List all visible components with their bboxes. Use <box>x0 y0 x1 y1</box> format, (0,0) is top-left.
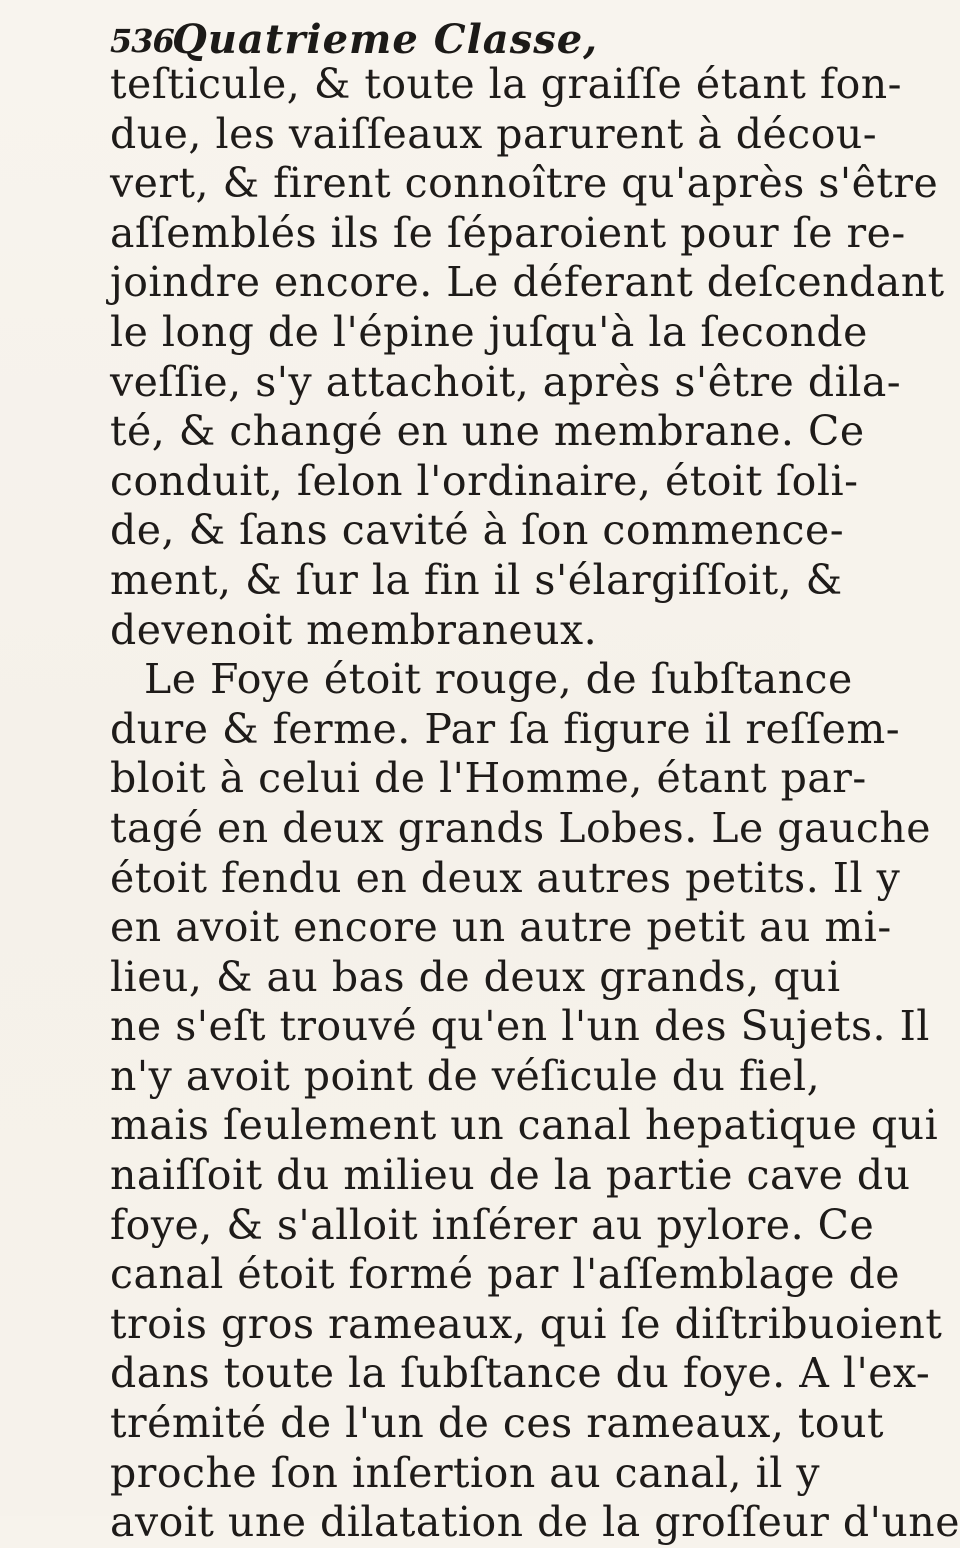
text-line: de, & ſans cavité à ſon commence- <box>110 506 845 555</box>
text-line: veſſie, s'y attachoit, après s'être dila- <box>110 357 902 406</box>
text-line: foye, & s'alloit inſérer au pylore. Ce <box>110 1200 875 1249</box>
text-line: joindre encore. Le déferant deſcendant <box>110 258 945 307</box>
text-line: vert, & firent connoître qu'après s'être <box>110 159 939 208</box>
text-line: trémité de l'un de ces rameaux, tout <box>110 1399 884 1448</box>
text-line: devenoit membraneux. <box>110 605 598 654</box>
text-line: le long de l'épine juſqu'à la ſeconde <box>110 307 868 356</box>
paragraph-start-line: Le Foye étoit rouge, de ſubſtance <box>144 655 853 704</box>
text-line: conduit, ſelon l'ordinaire, étoit ſoli- <box>110 456 859 505</box>
text-line: ne s'eſt trouvé qu'en l'un des Sujets. Il <box>110 1002 930 1051</box>
text-line: aſſemblés ils ſe ſéparoient pour ſe re- <box>110 208 906 257</box>
text-line: canal étoit formé par l'aſſemblage de <box>110 1250 901 1299</box>
text-line: étoit fendu en deux autres petits. Il y <box>110 853 901 902</box>
text-line: bloit à celui de l'Homme, étant par- <box>110 754 867 803</box>
text-line: teſticule, & toute la graiſſe étant fon- <box>110 60 903 108</box>
text-line: té, & changé en une membrane. Ce <box>110 407 865 456</box>
text-line: trois gros rameaux, qui ſe diſtribuoient <box>110 1299 943 1348</box>
text-line: naiſſoit du milieu de la partie cave du <box>110 1151 911 1200</box>
text-line: dure & ferme. Par ſa figure il reſſem- <box>110 704 901 753</box>
text-line: mais ſeulement un canal hepatique qui <box>110 1101 939 1150</box>
page-number: 536 <box>110 22 174 60</box>
text-line: avoit une dilatation de la groſſeur d'une <box>110 1498 960 1547</box>
text-line: lieu, & au bas de deux grands, qui <box>110 952 841 1001</box>
body-text <box>110 60 960 1548</box>
text-line: due, les vaiſſeaux parurent à décou- <box>110 109 878 158</box>
text-line: dans toute la ſubſtance du foye. A l'ex- <box>110 1349 931 1398</box>
text-line: en avoit encore un autre petit au mi- <box>110 903 892 952</box>
text-line: proche ſon inſertion au canal, il y <box>110 1448 820 1497</box>
text-line: n'y avoit point de véſicule du fiel, <box>110 1051 821 1100</box>
text-line: ment, & ſur la fin il s'élargiſſoit, & <box>110 555 843 604</box>
running-title: Quatrieme Classe, <box>172 16 599 63</box>
text-line: tagé en deux grands Lobes. Le gauche <box>110 803 932 852</box>
